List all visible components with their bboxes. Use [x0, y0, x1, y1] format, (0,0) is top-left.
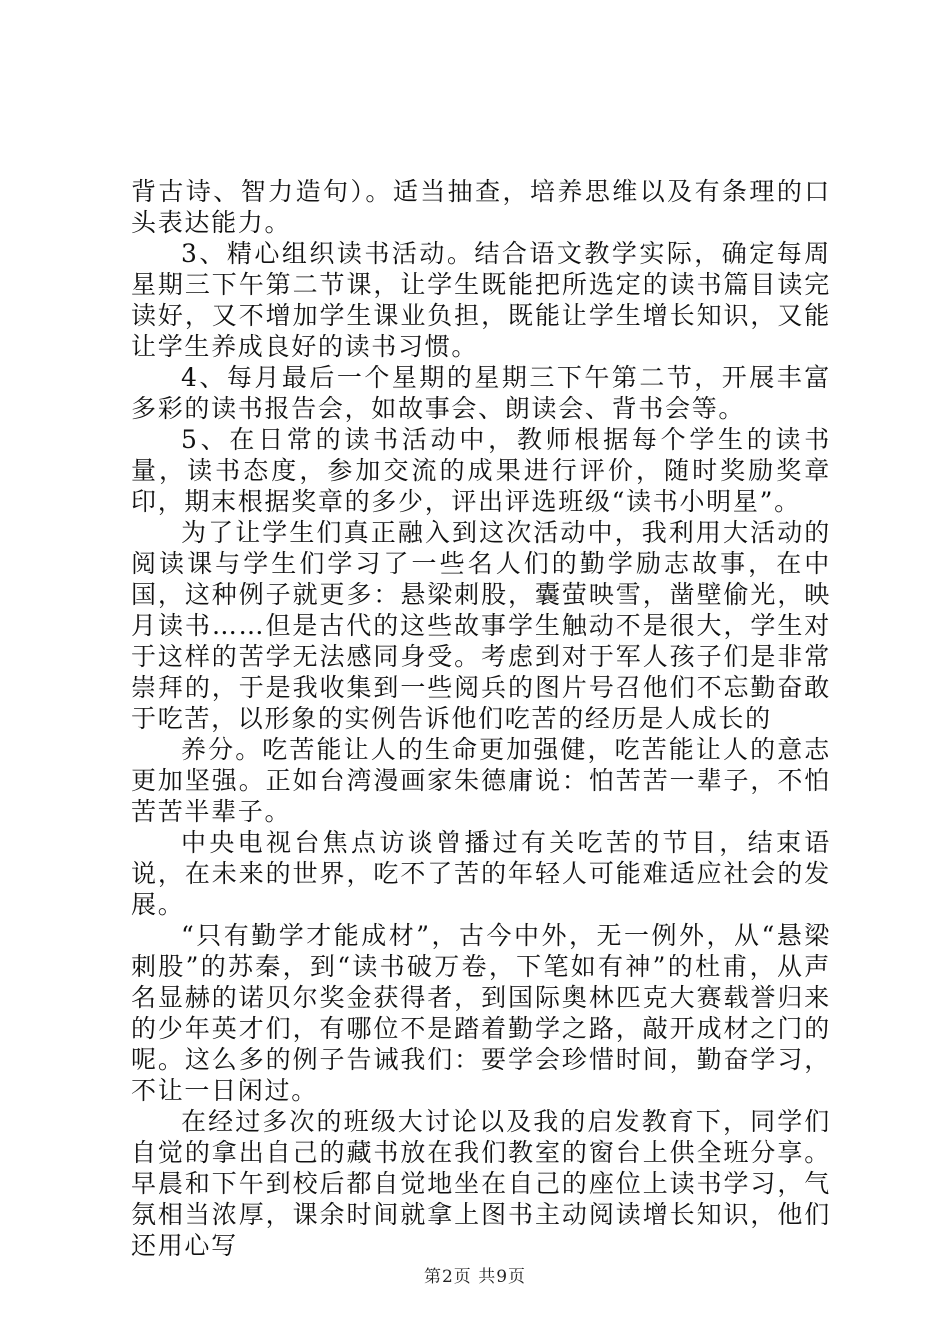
paragraph-item-3: 3、精心组织读书活动。结合语文教学实际，确定每周星期三下午第二节课，让学生既能把所选定的读书篇目读完读好，又不增加学生课业负担，既能让学生增长知识，又能让学生养成良好的读书习惯。 [131, 239, 831, 361]
paragraph-hardship: 养分。吃苦能让人的生命更加强健，吃苦能让人的意志更加坚强。正如台湾漫画家朱德庸说：怕苦苦一辈子，不怕苦苦半辈子。 [131, 735, 831, 826]
paragraph-cctv: 中央电视台焦点访谈曾播过有关吃苦的节目，结束语说，在未来的世界，吃不了苦的年轻人可能难适应社会的发展。 [131, 828, 831, 919]
paragraph-continuation: 背古诗、智力造句）。适当抽查，培养思维以及有条理的口头表达能力。 [131, 177, 831, 237]
page-number-footer: 第2页 共9页 [423, 1267, 527, 1287]
document-body [131, 176, 831, 1261]
paragraph-item-4: 4、每月最后一个星期的星期三下午第二节，开展丰富多彩的读书报告会，如故事会、朗读会、背书会等。 [131, 363, 831, 423]
paragraph-item-5: 5、在日常的读书活动中，教师根据每个学生的读书量，读书态度，参加交流的成果进行评价，随时奖励奖章印，期末根据奖章的多少，评出评选班级“读书小明星”。 [131, 425, 831, 516]
paragraph-diligence: “只有勤学才能成材”，古今中外，无一例外，从“悬梁刺股”的苏秦，到“读书破万卷，下笔如有神”的杜甫，从声名显赫的诺贝尔奖金获得者，到国际奥林匹克大赛载誉归来的少年英才们，有哪位不是踏着勤学之路，敲开成材之门的呢。这么多的例子告诫我们：要学会珍惜时间，勤奋学习，不让一日闲过。 [131, 921, 831, 1105]
paragraph-discussion: 在经过多次的班级大讨论以及我的启发教育下，同学们自觉的拿出自己的藏书放在我们教室的窗台上供全班分享。早晨和下午到校后都自觉地坐在自己的座位上读书学习，气氛相当浓厚，课余时间就拿上图书主动阅读增长知识，他们还用心写 [131, 1107, 831, 1260]
paragraph-stories: 为了让学生们真正融入到这次活动中，我利用大活动的阅读课与学生们学习了一些名人们的勤学励志故事，在中国，这种例子就更多：悬梁刺股，囊萤映雪，凿壁偷光，映月读书……但是古代的这些故事学生触动不是很大，学生对于这样的苦学无法感同身受。考虑到对于军人孩子们是非常崇拜的，于是我收集到一些阅兵的图片号召他们不忘勤奋敢于吃苦，以形象的实例告诉他们吃苦的经历是人成长的 [131, 518, 831, 733]
